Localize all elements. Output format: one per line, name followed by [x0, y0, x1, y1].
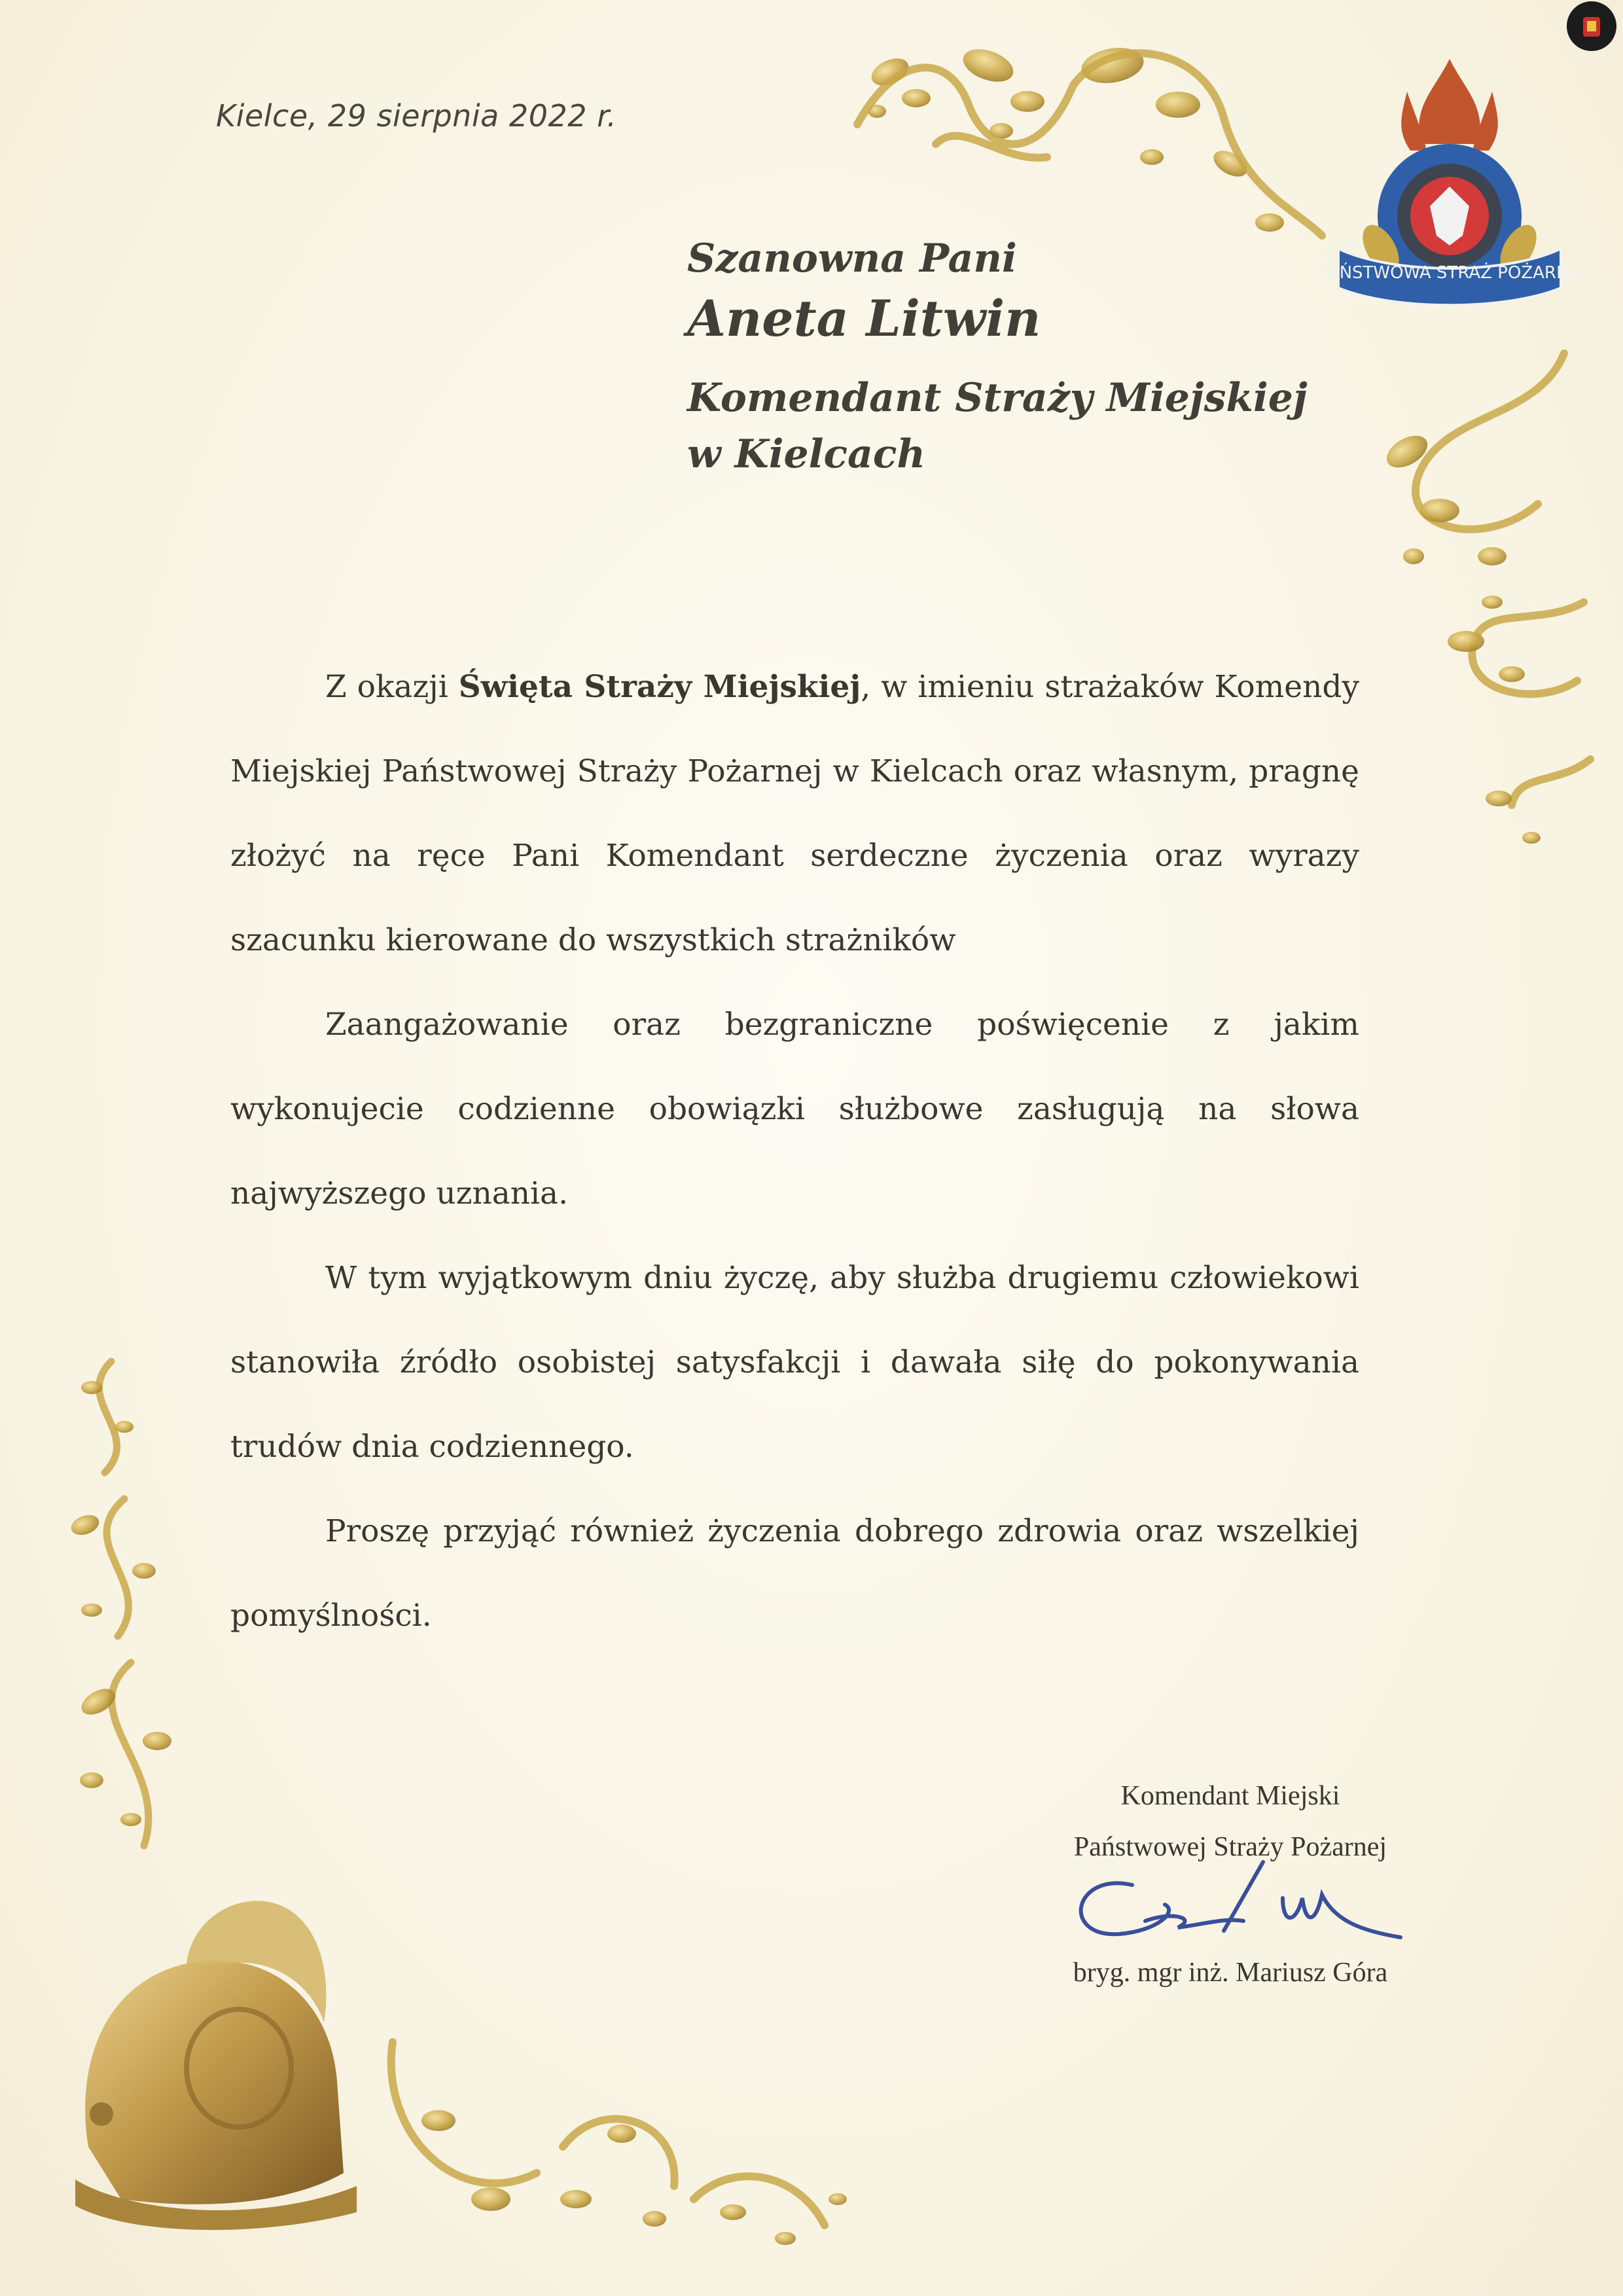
fire-helmet-icon	[62, 1872, 363, 2238]
letter-date: Kielce, 29 sierpnia 2022 r.	[216, 98, 617, 134]
signatory-name: bryg. mgr inż. Mariusz Góra	[1073, 1958, 1388, 1988]
emblem-banner-text: PAŃSTWOWA STRAŻ POŻARNA	[1318, 263, 1581, 283]
recipient-name: Aneta Litwin	[687, 289, 1041, 348]
addressee-block	[687, 236, 1308, 477]
recipient-role-line2: w Kielcach	[687, 431, 926, 477]
handwritten-signature-icon	[1047, 1859, 1414, 1957]
signatory-title-line1: Komendant Miejski	[1120, 1781, 1340, 1811]
signatory-title-line2: Państwowej Straży Pożarnej	[1073, 1832, 1387, 1862]
paragraph-3: W tym wyjątkowym dniu życzę, aby służba drugiemu człowiekowi stanowiła źródło osobistej satysfakcji i dawała siłę do pokonywania trudów dnia codziennego.	[230, 1260, 1359, 1465]
fire-service-emblem-icon	[1318, 52, 1581, 334]
letter-body	[230, 645, 1359, 1658]
gold-ornament-top-icon	[838, 26, 1335, 242]
paragraph-1	[230, 645, 1359, 982]
paragraph-2: Zaangażowanie oraz bezgraniczne poświęcenie z jakim wykonujecie codzienne obowiązki służbowe zasługują na słowa najwyższego uznania.	[230, 1007, 1359, 1211]
gold-ornament-right-icon	[1368, 340, 1610, 864]
paragraph-4: Proszę przyjąć również życzenia dobrego zdrowia oraz wszelkiej pomyślności.	[230, 1513, 1359, 1634]
holiday-name: Święta Straży Miejskiej	[458, 669, 861, 705]
gold-ornament-bottom-icon	[366, 2003, 890, 2265]
salutation: Szanowna Pani	[687, 236, 1017, 281]
paragraph-1-rest: , w imieniu strażaków Komendy Miejskiej Państwowej Straży Pożarnej w Kielcach oraz własnym, pragnę złożyć na ręce Pani Komendant serdeczne życzenia oraz wyrazy szacunku kierowane do wszystkich strażników	[230, 669, 1359, 958]
gold-ornament-left-icon	[33, 1348, 203, 1872]
paragraph-1-start: Z okazji	[325, 669, 459, 705]
corner-badge-icon	[1565, 0, 1618, 52]
recipient-role-line1: Komendant Straży Miejskiej	[687, 375, 1308, 421]
